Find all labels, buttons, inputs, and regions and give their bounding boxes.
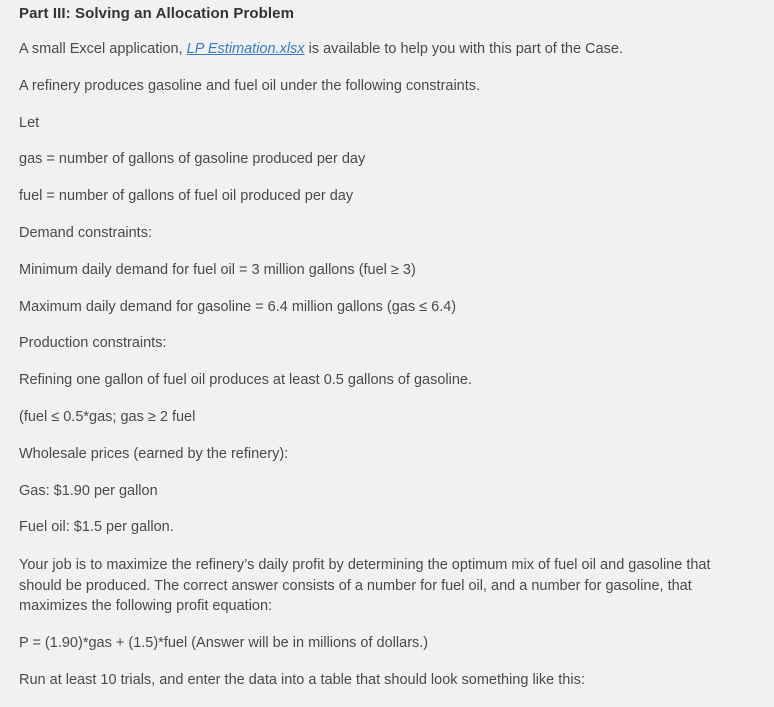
section-heading: Part III: Solving an Allocation Problem bbox=[19, 5, 295, 22]
fuel-price: Fuel oil: $1.5 per gallon. bbox=[19, 519, 174, 535]
ratio-constraint: (fuel ≤ 0.5*gas; gas ≥ 2 fuel bbox=[19, 409, 196, 425]
min-demand-constraint: Minimum daily demand for fuel oil = 3 million gallons (fuel ≥ 3) bbox=[19, 262, 416, 278]
max-demand-constraint: Maximum daily demand for gasoline = 6.4 million gallons (gas ≤ 6.4) bbox=[19, 299, 457, 315]
let-paragraph: Let bbox=[19, 115, 40, 131]
lp-estimation-link[interactable]: LP Estimation.xlsx bbox=[186, 41, 305, 57]
gas-definition: gas = number of gallons of gasoline produced per day bbox=[19, 151, 366, 167]
demand-constraints-heading: Demand constraints: bbox=[19, 225, 152, 241]
intro-paragraph bbox=[19, 40, 623, 59]
intro-text-before: A small Excel application, bbox=[19, 41, 187, 57]
production-constraints-heading: Production constraints: bbox=[19, 335, 167, 351]
intro-text-after: is available to help you with this part of the Case. bbox=[304, 41, 623, 57]
refinery-paragraph: A refinery produces gasoline and fuel oil under the following constraints. bbox=[19, 78, 481, 94]
profit-equation: P = (1.90)*gas + (1.5)*fuel (Answer will be in millions of dollars.) bbox=[19, 635, 429, 651]
gas-price: Gas: $1.90 per gallon bbox=[19, 483, 158, 499]
trials-instruction: Run at least 10 trials, and enter the data into a table that should look something like this: bbox=[19, 672, 585, 688]
job-paragraph: Your job is to maximize the refinery’s daily profit by determining the optimum mix of fuel oil and gasoline that should be produced. The correct answer consists of a number for fuel oil, and a number for gasoline, that maximizes the following profit equation: bbox=[19, 557, 711, 614]
fuel-definition: fuel = number of gallons of fuel oil produced per day bbox=[19, 188, 354, 204]
wholesale-prices-heading: Wholesale prices (earned by the refinery): bbox=[19, 446, 289, 462]
refining-constraint: Refining one gallon of fuel oil produces at least 0.5 gallons of gasoline. bbox=[19, 372, 473, 388]
